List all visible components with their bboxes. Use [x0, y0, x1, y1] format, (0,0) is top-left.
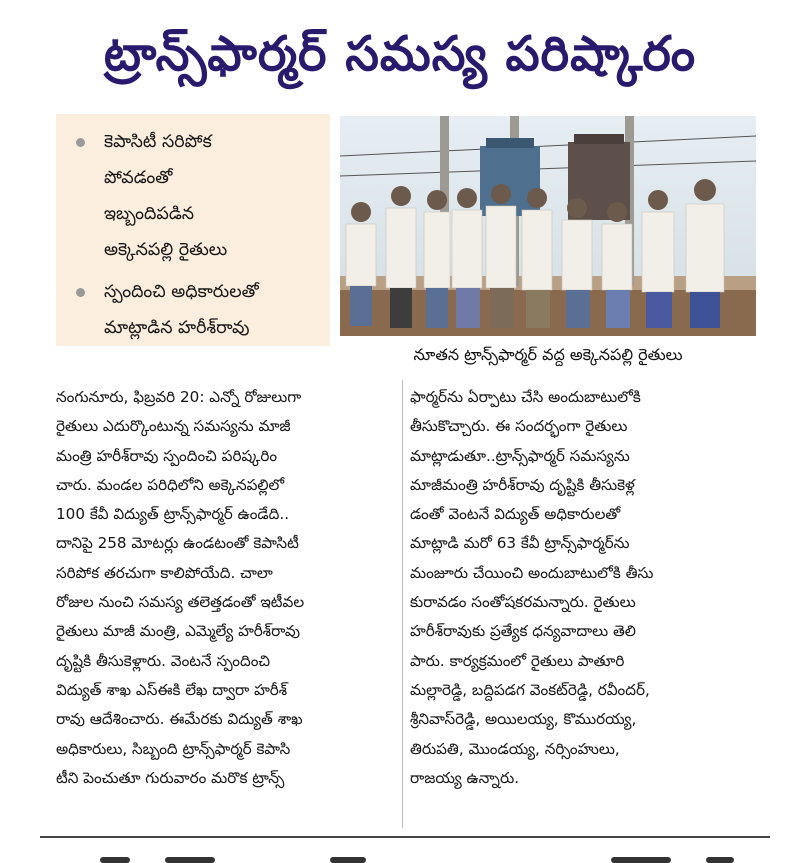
highlight-line: మాట్లాడిన హరీశ్‌రావు	[104, 318, 250, 338]
highlights-box	[56, 114, 330, 346]
highlight-line: స్పందించి అధికారులతో	[104, 282, 259, 302]
photo-illustration	[340, 116, 756, 336]
article-line: మాట్లాడి మరో 63 కేవీ ట్రాన్స్‌ఫార్మర్‌ను	[410, 534, 630, 553]
article-line: మాజీమంత్రి హరీశ్‌రావు దృష్టికి తీసుకెళ్ల	[410, 475, 635, 494]
cropped-next-article-fragment	[60, 845, 760, 863]
article-line: చారు. మండల పరిధిలోని అక్కెనపల్లిలో	[56, 475, 285, 494]
article-column-right	[410, 383, 755, 793]
highlight-line: అక్కెనపల్లి రైతులు	[104, 240, 228, 260]
article-line: నంగునూరు, ఫిబ్రవరి 20: ఎన్నో రోజులుగా	[56, 388, 302, 406]
farmers-photo	[340, 116, 756, 336]
article-line: మల్లారెడ్డి, బద్దిపడగ వెంకట్‌రెడ్డి, రవీందర్,	[410, 680, 650, 699]
article-line: హరీశ్‌రావుకు ప్రత్యేక ధన్యవాదాలు తెలి	[410, 622, 636, 641]
article-line: రోజుల నుంచి సమస్య తలెత్తడంతో ఇటీవల	[56, 593, 305, 612]
article-line: మంత్రి హరీశ్‌రావు స్పందించి పరిష్కరిం	[56, 446, 278, 465]
article-line: 100 కేవీ విద్యుత్ ట్రాన్స్‌ఫార్మర్ ఉండేది..	[56, 505, 290, 524]
bottom-rule	[40, 836, 770, 838]
highlight-line: ఇబ్బందిపడిన	[104, 204, 195, 224]
article-line: సరిపోక తరచుగా కాలిపోయేది. చాలా	[56, 563, 273, 582]
bullet-icon	[76, 138, 85, 147]
article-line: రైతులు మాజీ మంత్రి, ఎమ్మెల్యే హరీశ్‌రావు	[56, 622, 301, 641]
article-line: విద్యుత్ శాఖ ఎస్ఈకి లేఖ ద్వారా హరీశ్	[56, 680, 288, 699]
column-divider	[402, 380, 403, 828]
photo-caption: నూతన ట్రాన్స్‌ఫార్మర్ వద్ద అక్కెనపల్లి రైతులు	[413, 345, 683, 364]
article-line: అధికారులు, సిబ్బంది ట్రాన్స్‌ఫార్మర్ కెపాసి	[56, 739, 291, 758]
article-line: దృష్టికి తీసుకెళ్లారు. వెంటనే స్పందించి	[56, 651, 271, 670]
article-line: పారు. కార్యక్రమంలో రైతులు పాతూరి	[410, 651, 625, 670]
article-line: శ్రీనివాస్‌రెడ్డి, అయిలయ్య, కొమురయ్య,	[410, 710, 637, 729]
article-line: తీసుకొచ్చారు. ఈ సందర్భంగా రైతులు	[410, 417, 628, 436]
article-line: రావు ఆదేశించారు. ఈమేరకు విద్యుత్ శాఖ	[56, 710, 303, 729]
article-line: దానిపై 258 మోటర్లు ఉండటంతో కెపాసిటీ	[56, 534, 299, 553]
article-line: రాజయ్య ఉన్నారు.	[410, 768, 520, 787]
article-line: మంజూరు చేయించి అందుబాటులోకి తీసు	[410, 563, 654, 582]
article-column-left	[56, 383, 391, 793]
article-line: మాట్లాడుతూ..ట్రాన్స్‌ఫార్మర్ సమస్యను	[410, 446, 630, 465]
bullet-icon	[76, 288, 85, 297]
article-line: తిరుపతి, మొండయ్య, నర్సింహులు,	[410, 739, 620, 758]
article-line: రైతులు ఎదుర్కొంటున్న సమస్యను మాజీ	[56, 417, 291, 436]
article-line: డంతో వెంటనే విద్యుత్ అధికారులతో	[410, 505, 621, 524]
article-line: ఫార్మర్‌ను ఏర్పాటు చేసి అందుబాటులోకి	[410, 388, 641, 406]
highlight-line: పోవడంతో	[104, 168, 173, 188]
highlight-line: కెపాసిటీ సరిపోక	[104, 132, 212, 152]
headline: ట్రాన్స్‌ఫార్మర్ సమస్య పరిష్కారం	[103, 26, 697, 82]
article-line: టీని పెంచుతూ గురువారం మరొక ట్రాన్స్	[56, 768, 285, 787]
article-line: కురావడం సంతోషకరమన్నారు. రైతులు	[410, 593, 636, 612]
